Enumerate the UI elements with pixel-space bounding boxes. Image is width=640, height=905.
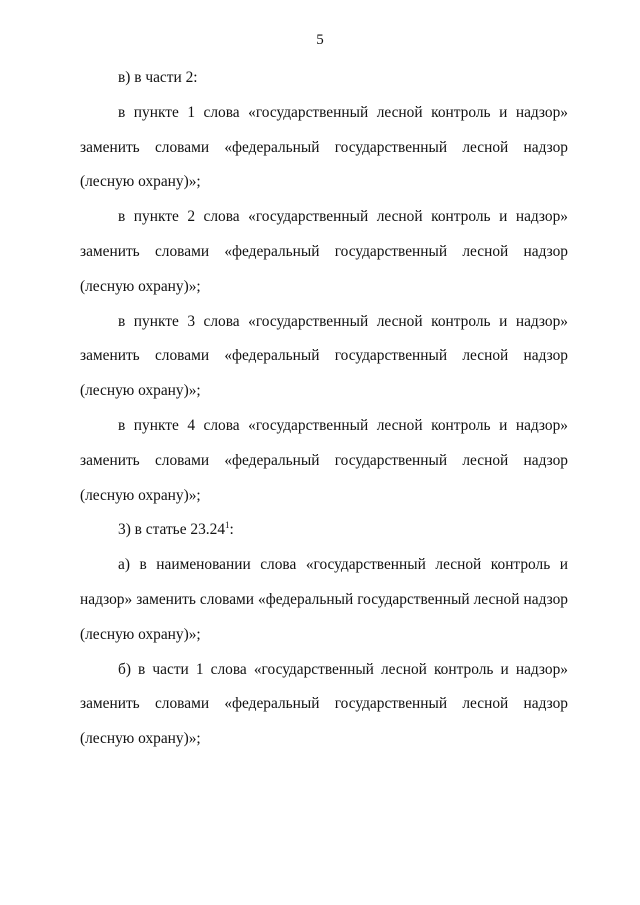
paragraph-article-item-a: а) в наименовании слова «государственный лесной контроль и надзор» заменить словами «федеральный государственный лесной надзор (лесную охрану)»; [80,556,568,643]
article-heading-prefix: 3) в статье 23.24 [118,521,226,539]
paragraph-part-2-heading: в) в части 2: [118,69,198,86]
paragraph-item-2: в пункте 2 слова «государственный лесной контроль и надзор» заменить словами «федеральный государственный лесной надзор (лесную охрану)»; [80,208,568,295]
article-heading-suffix: : [229,521,234,539]
paragraph-item-4: в пункте 4 слова «государственный лесной контроль и надзор» заменить словами «федеральный государственный лесной надзор (лесную охрану)»; [80,416,568,504]
document-body [80,61,568,757]
paragraph-article-item-b: б) в части 1 слова «государственный лесной контроль и надзор» заменить словами «федеральный государственный лесной надзор (лесную охрану)»; [80,660,568,748]
article-heading [80,513,568,548]
paragraph-item-1: в пункте 1 слова «государственный лесной контроль и надзор» заменить словами «федеральный государственный лесной надзор (лесную охрану)»; [80,103,568,191]
article-heading-superscript: 1 [225,520,230,531]
page-number: 5 [316,32,324,48]
paragraph-item-3: в пункте 3 слова «государственный лесной контроль и надзор» заменить словами «федеральный государственный лесной надзор (лесную охрану)»; [80,312,568,400]
